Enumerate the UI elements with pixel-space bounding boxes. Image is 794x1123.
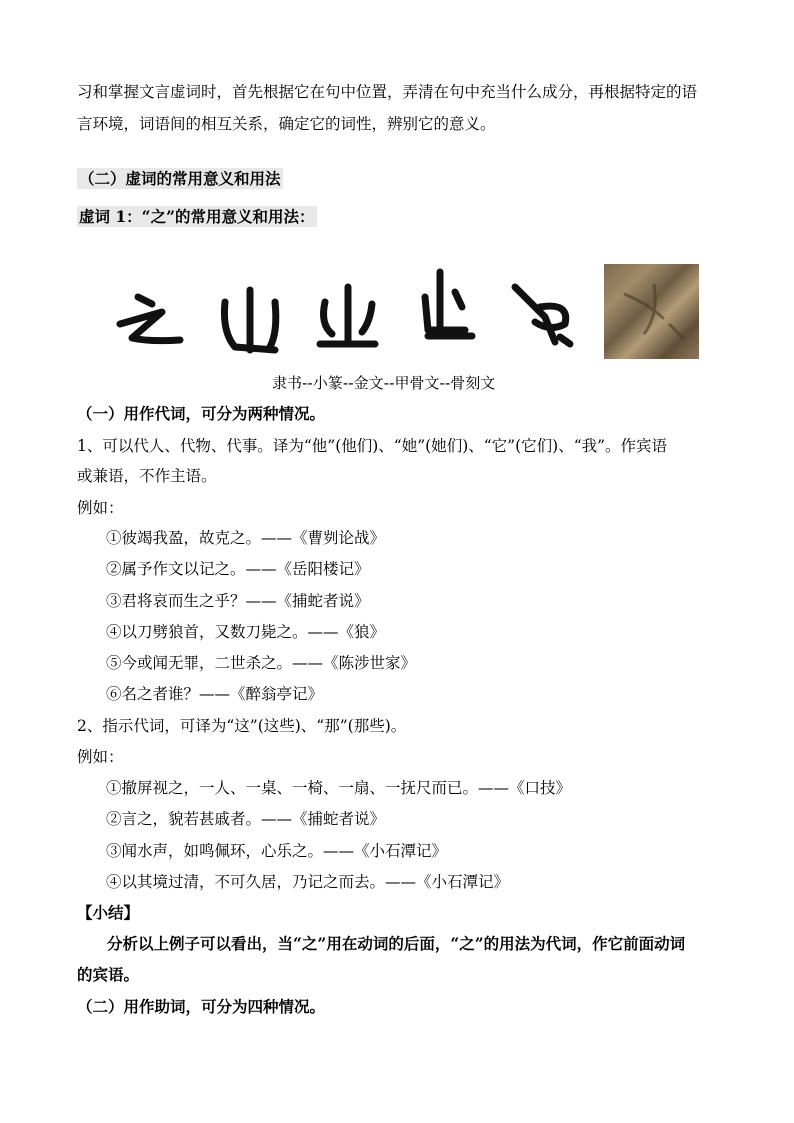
example-item: ⑥名之者谁？——《醉翁亭记》 bbox=[106, 685, 324, 703]
section-heading-text: （二）虚词的常用意义和用法 bbox=[79, 169, 281, 188]
summary-line-2: 的宾语。 bbox=[77, 965, 140, 984]
summary-line-1: 分析以上例子可以看出，当“之”用在动词的后面，“之”的用法为代词，作它前面动词 bbox=[107, 934, 686, 953]
example-item: ③闻水声，如鸣佩环，心乐之。——《小石潭记》 bbox=[106, 842, 448, 860]
example-item: ①撤屏视之，一人、一桌、一椅、一扇、一抚尺而已。——《口技》 bbox=[106, 779, 572, 797]
part1-title: （一）用作代词，可分为两种情况。 bbox=[77, 404, 326, 423]
example-label-2: 例如： bbox=[77, 748, 124, 766]
example-item: ④以刀劈狼首，又数刀毙之。——《狼》 bbox=[106, 623, 386, 641]
example-item: ④以其境过清，不可久居，乃记之而去。——《小石潭记》 bbox=[106, 873, 510, 891]
intro-line-1: 习和掌握文言虚词时，首先根据它在句中位置，弄清在句中充当什么成分，再根据特定的语 bbox=[77, 83, 698, 101]
item1-line-2: 或兼语，不作主语。 bbox=[77, 467, 217, 485]
subheading bbox=[77, 207, 317, 227]
example-label-1: 例如： bbox=[77, 499, 124, 517]
section-heading bbox=[77, 169, 283, 189]
example-item: ②属予作文以记之。——《岳阳楼记》 bbox=[106, 560, 370, 578]
figure-caption: 隶书--小篆--金文--甲骨文--骨刻文 bbox=[272, 374, 496, 392]
subheading-text: 虚词 1：“之”的常用意义和用法： bbox=[79, 207, 315, 226]
example-item: ⑤今或闻无罪，二世杀之。——《陈涉世家》 bbox=[106, 654, 417, 672]
example-item: ①彼竭我盈，故克之。——《曹刿论战》 bbox=[106, 529, 386, 547]
example-item: ③君将哀而生之乎？——《捕蛇者说》 bbox=[106, 592, 370, 610]
bone-carving-photo bbox=[604, 264, 699, 359]
small-seal-glyph bbox=[224, 290, 275, 350]
item2: 2、指示代词，可译为“这”(这些)、“那”(那些)。 bbox=[77, 717, 407, 735]
oracle-bone-glyph bbox=[425, 272, 472, 336]
intro-line-2: 言环境，词语间的相互关系，确定它的词性，辨别它的意义。 bbox=[77, 115, 496, 133]
summary-label: 【小结】 bbox=[77, 903, 140, 922]
bone-carving-glyph bbox=[515, 287, 570, 344]
bronze-glyph bbox=[320, 287, 375, 344]
item1-line-1: 1、可以代人、代物、代事。译为“他”(他们)、“她”(她们)、“它”(它们)、“我”。作宾语 bbox=[77, 437, 668, 455]
clerical-script-glyph bbox=[120, 297, 180, 341]
part2-title: （二）用作助词，可分为四种情况。 bbox=[77, 997, 326, 1016]
example-item: ②言之，貌若甚戚者。——《捕蛇者说》 bbox=[106, 810, 386, 828]
